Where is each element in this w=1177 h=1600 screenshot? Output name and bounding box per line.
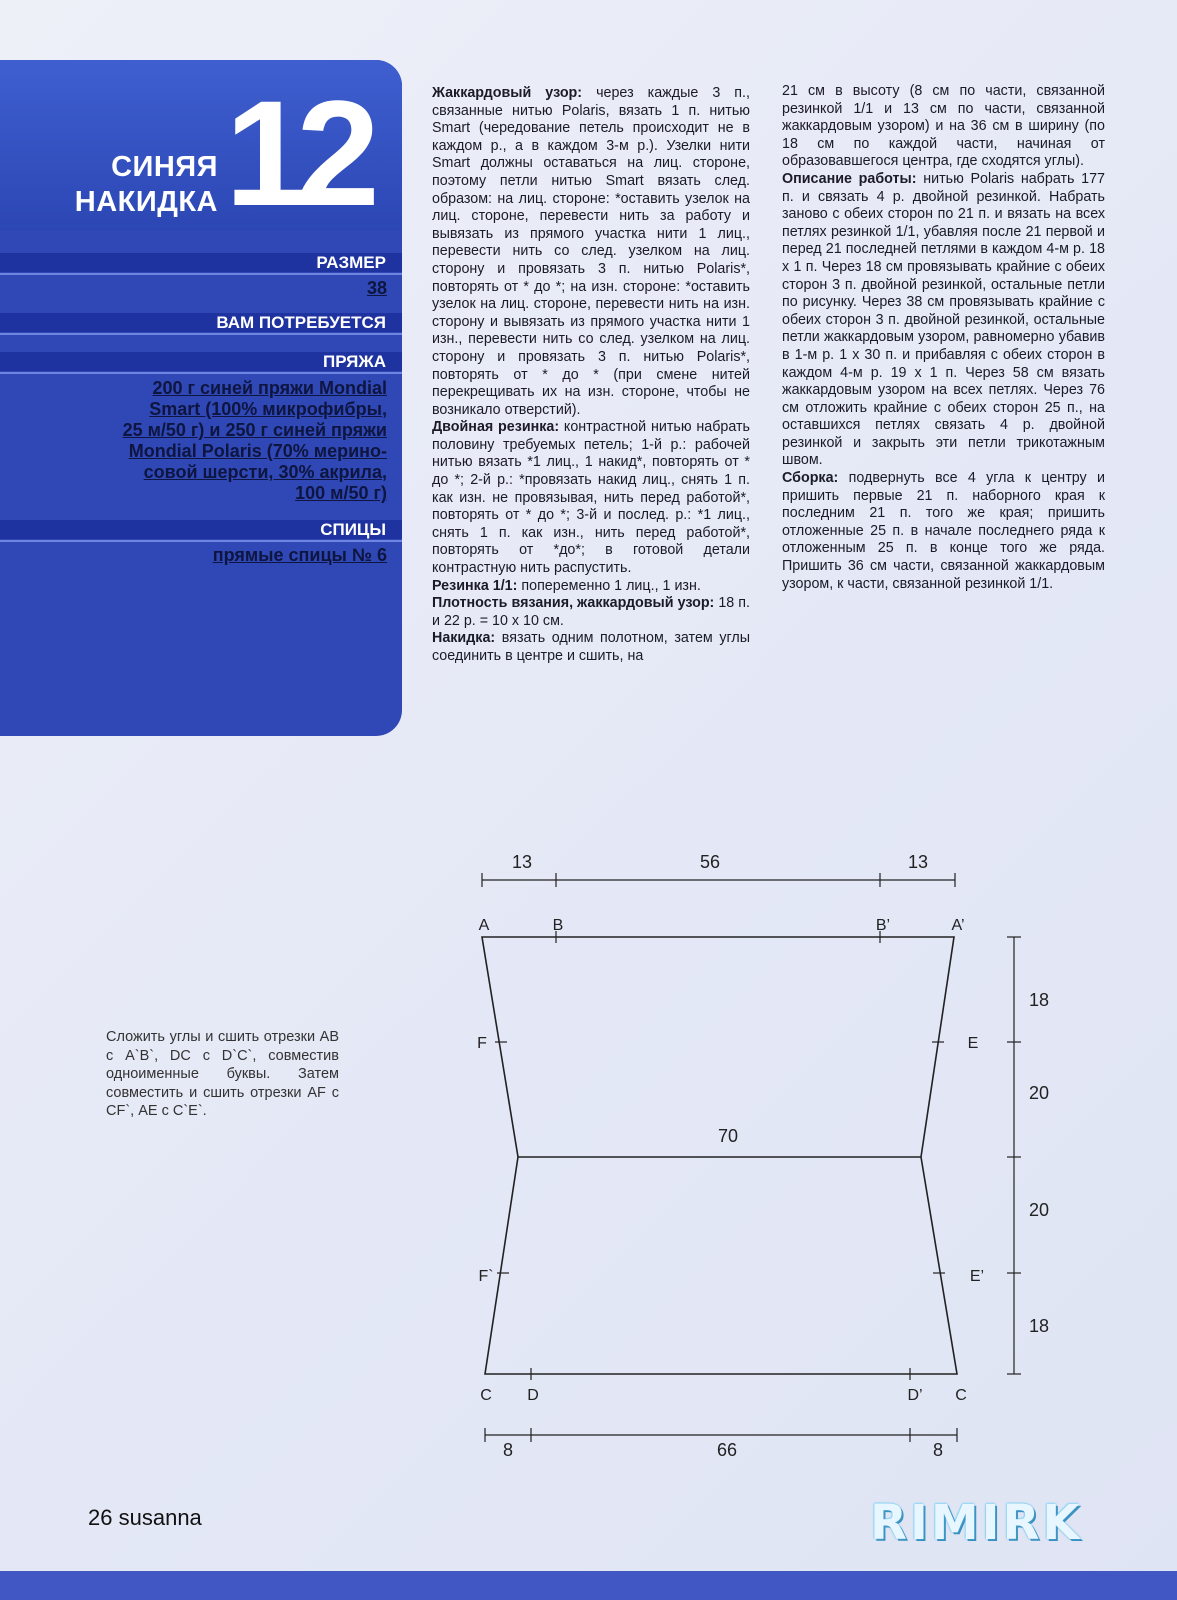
size-label: РАЗМЕР [316, 253, 386, 272]
cape-text: вязать одним полотном, затем углы соединить в центре и сшить, на [432, 630, 750, 664]
point-label-d2: D’ [907, 1387, 923, 1404]
density-heading: Плотность вязания, жаккардовый узор: [432, 595, 715, 612]
dim-right-2: 20 [1028, 1083, 1050, 1103]
point-label-c: C [480, 1387, 492, 1404]
yarn-line: совой шерсти, 30% акрила, [143, 462, 387, 482]
point-label-c2: C [955, 1387, 967, 1404]
yarn-line: Smart (100% микрофибры, [149, 399, 387, 419]
point-label-b2: B’ [875, 917, 891, 934]
yarn-line: Mondial Polaris (70% мерино- [128, 441, 387, 461]
jacquard-text: через каждые 3 п., связанные нитью Polaris, вязать 1 п. нитью Smart (чередование петель происходит не в каждом р., а в каждом 3-м р.). Узелки нити Smart должны оставаться на лиц. стороне, поэтому петли нитью Smart вязать след. образом: на лиц. стороне: *оставить узелок на лиц. стороне, перевести нить за работу и вывязать из прямого участка нити 1 лиц., перевести нить со след. узелком на лиц. сторону и провязать 3 п. нитью Polaris*, повторять от * до *; на изн. стороне: *оставить узелок на лиц. стороне, перевести нить на изн. сторону и вывязать из прямого участка нити 1 изн., перевести нить со след. узелком на лиц. сторону и провязать 3 п. нитью Polaris*, повторять от * до * (при смене нитей перекрещивать их на изн. стороне, чтобы не возникало отверстий). [432, 85, 750, 418]
cape-heading: Накидка: [432, 630, 496, 647]
dim-top-right: 13 [907, 852, 929, 872]
dim-bottom-right: 8 [932, 1440, 944, 1460]
title-line-2: НАКИДКА [74, 186, 218, 218]
pattern-number: 12 [225, 69, 368, 237]
size-value: 38 [366, 278, 387, 298]
density-text: 18 п. и 22 р. = 10 х 10 см. [432, 595, 750, 629]
assembly-text: подвернуть все 4 угла к центру и пришить первые 21 п. наборного края к последним 21 п. того же края; пришить отложенные 25 п. в начале последнего ряда к отложенным 25 п. в конце того же ряда. Пришить 36 см части, связанной жаккардовым узором, к части, связанной резинкой 1/1. [782, 470, 1105, 592]
yarn-line: 100 м/50 г) [295, 483, 387, 503]
dim-bottom-left: 8 [502, 1440, 514, 1460]
needles-value: прямые спицы № 6 [212, 545, 387, 565]
assembly-note: Сложить углы и сшить отрезки АВ с А`В`, DC с D`C`, совместив одноименные буквы. Затем совместить и сшить отрезки AF с CF`, АЕ с С`Е`. [106, 1029, 339, 1119]
yarn-line: 200 г синей пряжи Mondial [152, 378, 387, 398]
dim-right-4: 18 [1028, 1316, 1050, 1336]
point-label-a2: A’ [951, 917, 965, 934]
dim-bottom-middle: 66 [716, 1440, 738, 1460]
jacquard-heading: Жаккардовый узор: [432, 85, 583, 101]
needs-label: ВАМ ПОТРЕБУЕТСЯ [216, 313, 386, 332]
page-footer [88, 1505, 202, 1531]
page-number: 26 [88, 1505, 113, 1530]
yarn-label: ПРЯЖА [323, 352, 386, 371]
magazine-name: susanna [118, 1505, 202, 1530]
point-label-f: F [477, 1035, 487, 1052]
work-heading: Описание работы: [782, 170, 917, 187]
yarn-line: 25 м/50 г) и 250 г синей пряжи [122, 420, 387, 440]
rib11-heading: Резинка 1/1: [432, 577, 518, 594]
dim-right-3: 20 [1028, 1200, 1050, 1220]
rib11-text: попеременно 1 лиц., 1 изн. [521, 577, 701, 594]
assembly-heading: Сборка: [782, 470, 839, 487]
dim-right-1: 18 [1028, 990, 1050, 1010]
point-label-d: D [527, 1387, 539, 1404]
dim-top-left: 13 [511, 852, 533, 872]
point-label-b: B [552, 917, 564, 934]
point-label-f2: F` [478, 1268, 494, 1285]
point-label-e2: E’ [969, 1268, 985, 1285]
double-rib-text: контрастной нитью набрать половину требуемых петель; 1-й р.: рабочей нитью вязать *1 лиц., 1 накид*, повторять от * до *; 2-й р.: *провязать накид лиц., снять 1 п. как изн. не провязывая, нить перед работой*, повторять от * до *; 3-й и послед. р.: *1 лиц., снять 1 п. как изн., нить перед работой*, повторять от *до*; в готовой детали контрастную нить распустить. [432, 419, 750, 577]
cape-outline [482, 937, 957, 1374]
double-rib-heading: Двойная резинка: [432, 419, 560, 436]
point-label-e: E [967, 1035, 979, 1052]
watermark-logo: RIMIRK [870, 1495, 1083, 1551]
title-line-1: СИНЯЯ [111, 151, 218, 183]
point-label-a: A [478, 917, 490, 934]
bottom-band [0, 1571, 1177, 1600]
work-text: нитью Polaris набрать 177 п. и связать 4 р. двойной резинкой. Набрать заново с обеих сторон по 21 п. и вязать на всех петлях резинкой 1/1, убавляя после 21 первой и перед 21 последней петлями в каждом 4-м р. 18 х 1 п. Через 18 см провязывать крайние с обеих сторон 3 п. двойной резинкой, остальные петли по рисунку. Через 38 см провязывать крайние с обеих сторон 3 п. двойной резинкой, остальные петли жаккардовым узором, равномерно убавив в 1-м р. 1 х 30 п. и прибавляя с обеих сторон в каждом 4-м р. 19 х 1 п. Через 58 см вязать жаккардовым узором на всех петлях. Через 76 см отложить крайние с обеих сторон 25 п., на оставшихся петлях связать 4 р. двойной резинкой и закрыть эти петли трикотажным швом. [782, 170, 1105, 469]
needles-label: СПИЦЫ [320, 520, 386, 539]
dim-top-middle: 56 [699, 852, 721, 872]
cape-continued: 21 см в высоту (8 см по части, связанной резинкой 1/1 и 13 см по части, связанной жаккардовым узором) и на 36 см в ширину (по 18 см по каждой части, начиная от образовавшегося центра, где сходятся углы). [782, 83, 1105, 170]
dim-center-width: 70 [717, 1126, 739, 1146]
